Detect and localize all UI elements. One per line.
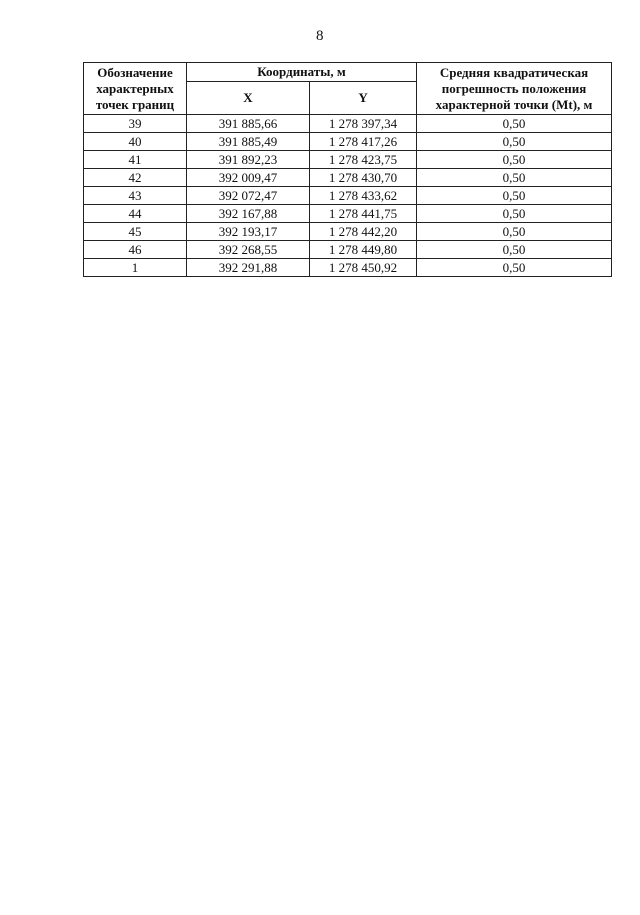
table-row [84,187,612,205]
table-row [84,259,612,277]
point-cell: 43 [84,187,187,205]
x-cell: 392 167,88 [187,205,310,223]
error-cell: 0,50 [417,241,612,259]
header-point-designation: Обозначение характерных точек границ [84,63,187,115]
y-cell: 1 278 449,80 [310,241,417,259]
table-row [84,133,612,151]
y-cell: 1 278 450,92 [310,259,417,277]
error-cell: 0,50 [417,259,612,277]
table-row [84,241,612,259]
page-number: 8 [316,28,324,44]
point-cell: 40 [84,133,187,151]
point-cell: 42 [84,169,187,187]
header-coordinates: Координаты, м [187,63,417,82]
x-cell: 392 268,55 [187,241,310,259]
y-cell: 1 278 441,75 [310,205,417,223]
header-y: Y [310,82,417,115]
y-cell: 1 278 430,70 [310,169,417,187]
point-cell: 46 [84,241,187,259]
error-cell: 0,50 [417,223,612,241]
x-cell: 392 072,47 [187,187,310,205]
x-cell: 391 892,23 [187,151,310,169]
x-cell: 392 193,17 [187,223,310,241]
error-cell: 0,50 [417,169,612,187]
point-cell: 45 [84,223,187,241]
y-cell: 1 278 433,62 [310,187,417,205]
header-error: Средняя квадратическая погрешность положения характерной точки (Mt), м [417,63,612,115]
error-cell: 0,50 [417,115,612,133]
x-cell: 392 291,88 [187,259,310,277]
point-cell: 41 [84,151,187,169]
point-cell: 39 [84,115,187,133]
x-cell: 392 009,47 [187,169,310,187]
y-cell: 1 278 423,75 [310,151,417,169]
table-row [84,115,612,133]
point-cell: 44 [84,205,187,223]
table-row [84,223,612,241]
table-row [84,169,612,187]
y-cell: 1 278 417,26 [310,133,417,151]
point-cell: 1 [84,259,187,277]
error-cell: 0,50 [417,133,612,151]
coordinates-table [83,62,612,277]
error-cell: 0,50 [417,151,612,169]
error-cell: 0,50 [417,187,612,205]
table-row [84,205,612,223]
table-row [84,151,612,169]
x-cell: 391 885,49 [187,133,310,151]
x-cell: 391 885,66 [187,115,310,133]
error-cell: 0,50 [417,205,612,223]
y-cell: 1 278 442,20 [310,223,417,241]
y-cell: 1 278 397,34 [310,115,417,133]
header-x: X [187,82,310,115]
